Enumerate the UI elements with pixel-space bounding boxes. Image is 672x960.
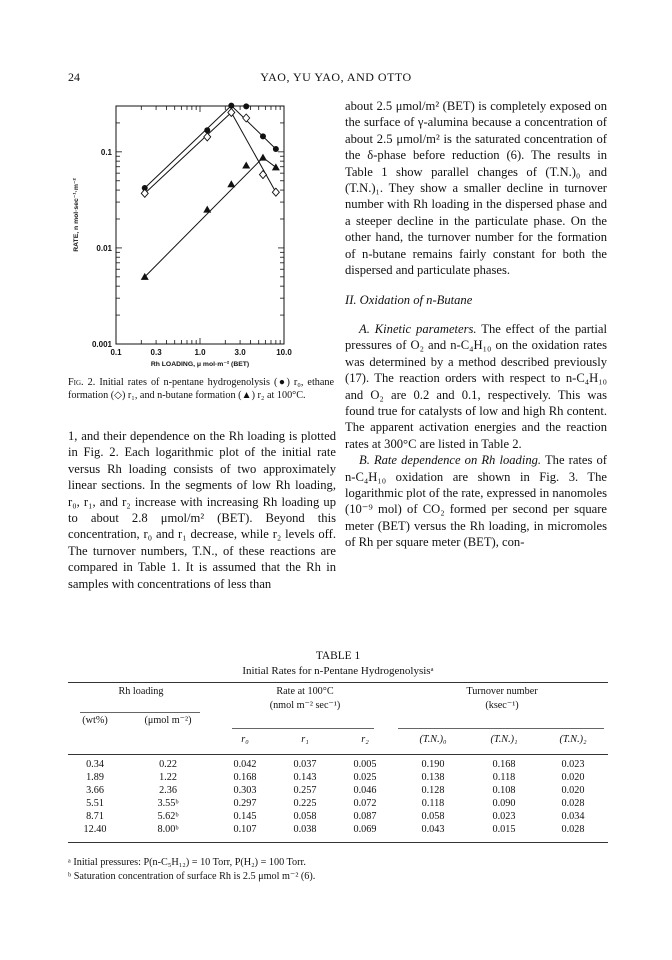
col-wt: (wt%) bbox=[82, 714, 108, 726]
running-header bbox=[0, 70, 672, 86]
table-cell: 0.168 bbox=[492, 759, 516, 770]
table-cell: 8.00ᵇ bbox=[157, 824, 179, 835]
right-paragraph-1: about 2.5 μmol/m² (BET) is completely exposed on the surface of γ-alumina because a concentration of about 2.5 μmol/m² is the saturated concentration of the δ-phase before reduction (6). The results in Table 1 show parallel changes of (T.N.)₀ and (T.N.)₁. They show a smaller decline in turnover number with Rh loading in the dispersed phase and a steeper decline in the particulate phase. On the other hand, the turnover number for the formation of n-butane remains fairly constant for both the dispersed and particulate phases. bbox=[345, 99, 607, 278]
figure-2 bbox=[60, 98, 340, 370]
table-cell: 3.66 bbox=[86, 785, 104, 796]
triangle-point bbox=[227, 180, 235, 187]
table-cell: 8.71 bbox=[86, 811, 104, 822]
y-tick-label: 0.01 bbox=[96, 243, 112, 253]
triangle-point bbox=[272, 163, 280, 170]
subsection-a-heading: A. Kinetic parameters. bbox=[359, 321, 477, 336]
series-1-falling-line bbox=[231, 112, 276, 192]
figure-caption bbox=[68, 376, 334, 402]
table-cell: 0.303 bbox=[233, 785, 257, 796]
page-number: 24 bbox=[68, 70, 80, 84]
table-cell: 12.40 bbox=[83, 824, 107, 835]
tn-group-header: Turnover number bbox=[466, 685, 538, 697]
section-heading: II. Oxidation of n-Butane bbox=[345, 293, 473, 308]
table-row bbox=[68, 758, 608, 771]
table-bottom-rule bbox=[68, 842, 608, 843]
table-cell: 0.015 bbox=[492, 824, 516, 835]
rate-vs-rh-loading-chart bbox=[60, 98, 340, 370]
circle-point bbox=[243, 103, 249, 109]
table-1-heading bbox=[68, 649, 608, 679]
col-umol: (μmol m⁻²) bbox=[144, 714, 192, 726]
table-cell: 5.62ᵇ bbox=[157, 811, 179, 822]
triangle-point bbox=[242, 162, 250, 169]
table-cell: 0.028 bbox=[561, 798, 585, 809]
table-row bbox=[68, 771, 608, 784]
table-cell: 0.020 bbox=[561, 772, 585, 783]
x-axis-label: Rh LOADING, μ mol·m⁻² (BET) bbox=[150, 361, 250, 368]
table-1 bbox=[68, 684, 608, 836]
figure-caption-text: Initial rates of n-pentane hydrogenolysis (●) r₀, ethane formation (◇) r₁, and n-butane formation (▲) r₂ at 100°C. bbox=[68, 377, 335, 401]
table-cell: 0.043 bbox=[421, 824, 445, 835]
y-tick-label: 0.001 bbox=[91, 340, 112, 349]
table-title: Initial Rates for n-Pentane Hydrogenolysisᵃ bbox=[242, 665, 434, 677]
circle-point bbox=[260, 133, 266, 139]
col-r2: r₂ bbox=[361, 733, 369, 745]
x-tick-label: 10.0 bbox=[276, 348, 292, 357]
table-cell: 0.107 bbox=[233, 824, 257, 835]
right-paragraph-2 bbox=[345, 321, 607, 452]
col-tn1: (T.N.)₁ bbox=[490, 733, 518, 745]
table-cell: 0.118 bbox=[421, 798, 445, 809]
col-r0: r₀ bbox=[241, 733, 249, 745]
table-cell: 0.143 bbox=[293, 772, 317, 783]
figure-caption-label: Fig. 2. bbox=[68, 377, 96, 388]
right-paragraph-3 bbox=[345, 452, 607, 550]
table-cell: 2.36 bbox=[159, 785, 177, 796]
table-cell: 0.046 bbox=[353, 785, 377, 796]
circle-point bbox=[228, 103, 234, 109]
y-tick-label: 0.1 bbox=[100, 147, 112, 157]
footnote-a: ᵃ Initial pressures: P(n-C₅H₁₂) = 10 Torr, P(H₂) = 100 Torr. bbox=[68, 857, 306, 868]
table-cell: 0.034 bbox=[561, 811, 585, 822]
x-tick-label: 1.0 bbox=[194, 348, 206, 357]
table-cell: 0.090 bbox=[492, 798, 516, 809]
table-cell: 5.51 bbox=[86, 798, 104, 809]
col-r1: r₁ bbox=[301, 733, 309, 745]
table-cell: 0.168 bbox=[233, 772, 257, 783]
table-cell: 0.190 bbox=[421, 759, 445, 770]
diamond-point bbox=[204, 133, 211, 141]
diamond-point bbox=[272, 188, 279, 196]
left-column bbox=[68, 428, 336, 592]
tn-unit: (ksec⁻¹) bbox=[485, 699, 519, 711]
left-paragraph: 1, and their dependence on the Rh loading is plotted in Fig. 2. Each logarithmic plot of the initial rate versus Rh loading consists of two approximately linear sections. In the segments of low Rh loading, r₀, r₁, and r₂ increase with increasing Rh loading up to about 2.8 μmol/m² (BET). Beyond this concentration, r₀ and r₁ decrease, while r₂ levels off. The turnover numbers, T.N., of these reactions are compared in Table 1. It is assumed that the Rh in samples with concentrations of less than bbox=[68, 429, 336, 591]
running-title: YAO, YU YAO, AND OTTO bbox=[260, 70, 412, 84]
table-cell: 0.072 bbox=[353, 798, 377, 809]
triangle-point bbox=[203, 206, 211, 213]
right-paragraph-2-text: The effect of the partial pressures of O₂ and n-C₄H₁₀ on the oxidation rates was determined by a method described previously (17). The reaction orders with respect to n-C₄H₁₀ and O₂ are 0.2 and 0.1, respectively. This was found true for catalysts of low and high Rh content. The apparent activation energies and the reaction rates at 300°C are listed in Table 2. bbox=[345, 321, 608, 451]
table-cell: 1.89 bbox=[86, 772, 104, 783]
y-axis-label: RATE, n mol·sec⁻¹·m⁻² bbox=[73, 178, 80, 252]
table-row bbox=[68, 797, 608, 810]
table-footnotes bbox=[68, 856, 608, 883]
diamond-point bbox=[243, 114, 250, 122]
table-cell: 0.225 bbox=[293, 798, 317, 809]
table-cell: 0.025 bbox=[353, 772, 377, 783]
table-cell: 0.297 bbox=[233, 798, 257, 809]
table-cell: 0.069 bbox=[353, 824, 377, 835]
series-1-rising-line bbox=[145, 112, 232, 193]
rate-unit: (nmol m⁻² sec⁻¹) bbox=[269, 699, 341, 711]
table-cell: 0.042 bbox=[233, 759, 257, 770]
table-cell: 0.257 bbox=[293, 785, 317, 796]
table-cell: 0.058 bbox=[421, 811, 445, 822]
table-cell: 0.128 bbox=[421, 785, 445, 796]
rh-loading-group-header: Rh loading bbox=[118, 685, 164, 697]
table-cell: 0.028 bbox=[561, 824, 585, 835]
table-cell: 0.118 bbox=[492, 772, 516, 783]
table-cell: 0.037 bbox=[293, 759, 317, 770]
col-tn0: (T.N.)₀ bbox=[419, 733, 447, 745]
right-paragraph-3-text: The rates of n-C₄H₁₀ oxidation are shown in Fig. 3. The logarithmic plot of the rate, expressed in nanomoles (10⁻⁹ mol) of CO₂ formed per second per square meter (BET) versus the Rh loading, in micromoles of Rh per square meter (BET), con- bbox=[345, 453, 607, 550]
footnote-b: ᵇ Saturation concentration of surface Rh is 2.5 μmol m⁻² (6). bbox=[68, 870, 316, 882]
table-cell: 0.108 bbox=[492, 785, 516, 796]
table-cell: 0.087 bbox=[353, 811, 377, 822]
table-row bbox=[68, 810, 608, 823]
table-label: TABLE 1 bbox=[315, 650, 361, 662]
rate-group-header: Rate at 100°C bbox=[276, 685, 334, 697]
table-cell: 0.058 bbox=[293, 811, 317, 822]
table-cell: 0.020 bbox=[561, 785, 585, 796]
x-tick-label: 0.3 bbox=[150, 348, 162, 357]
triangle-point bbox=[259, 154, 267, 161]
table-cell: 0.023 bbox=[492, 811, 516, 822]
circle-point bbox=[273, 146, 279, 152]
table-top-rule bbox=[68, 682, 608, 683]
diamond-point bbox=[259, 171, 266, 179]
series-0-falling-line bbox=[231, 106, 276, 149]
series-0-rising-line bbox=[145, 106, 232, 188]
x-tick-label: 3.0 bbox=[234, 348, 246, 357]
table-cell: 0.138 bbox=[421, 772, 445, 783]
table-cell: 0.22 bbox=[159, 759, 177, 770]
table-cell: 1.22 bbox=[159, 772, 177, 783]
subsection-b-heading: B. Rate dependence on Rh loading. bbox=[359, 453, 542, 468]
table-row bbox=[68, 784, 608, 797]
table-row bbox=[68, 823, 608, 836]
table-cell: 3.55ᵇ bbox=[157, 798, 179, 809]
table-cell: 0.023 bbox=[561, 759, 585, 770]
table-cell: 0.005 bbox=[353, 759, 377, 770]
table-cell: 0.34 bbox=[86, 759, 104, 770]
x-tick-label: 0.1 bbox=[110, 348, 122, 357]
table-cell: 0.038 bbox=[293, 824, 317, 835]
col-tn2: (T.N.)₂ bbox=[559, 733, 587, 745]
series-2-rising-line bbox=[145, 158, 263, 277]
right-column bbox=[345, 98, 607, 551]
table-cell: 0.145 bbox=[233, 811, 257, 822]
